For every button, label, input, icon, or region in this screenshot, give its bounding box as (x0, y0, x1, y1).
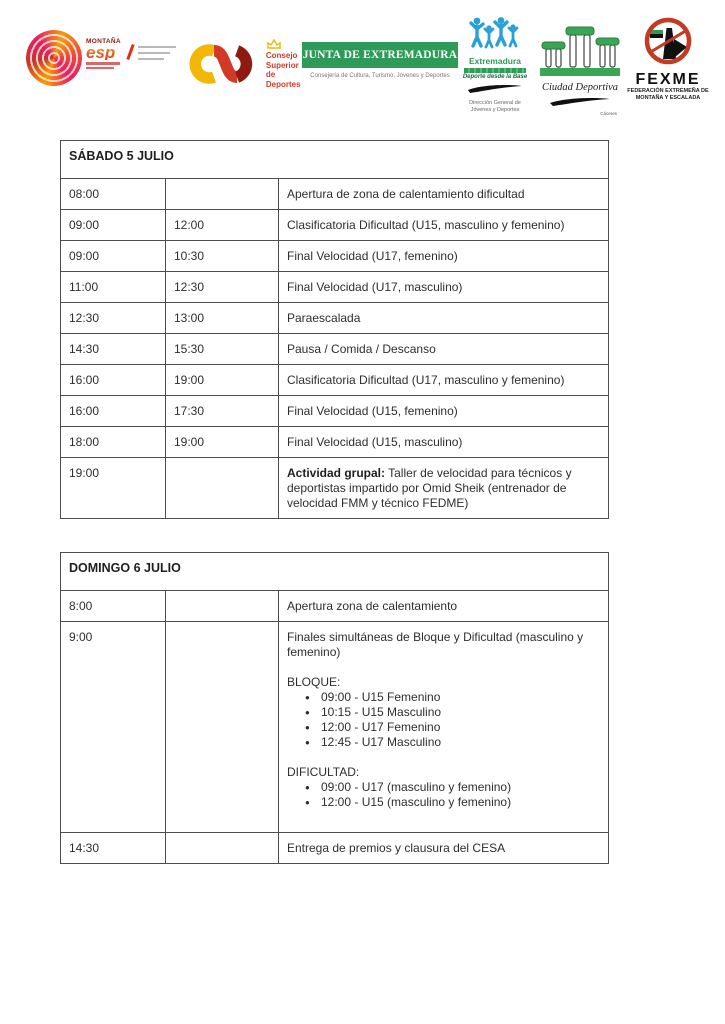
end-time-cell: 17:30 (166, 396, 279, 427)
bullet-text: 10:15 - U15 Masculino (321, 705, 442, 719)
end-time-cell (166, 833, 279, 864)
bullet-icon: ● (305, 783, 310, 792)
table-row (61, 833, 609, 864)
description-line: Finales simultáneas de Bloque y Dificultad (masculino y femenino) (287, 630, 584, 659)
description-line: Clasificatoria Dificultad (U15, masculino y femenino) (287, 218, 565, 232)
logo-montana-esp (26, 30, 176, 92)
fexme-emblem-icon (644, 17, 692, 65)
start-time-cell: 12:30 (61, 303, 166, 334)
bullet-item (287, 720, 600, 735)
description-cell (279, 210, 609, 241)
logo-extremadura-deporte-base (462, 16, 528, 114)
start-time-cell: 16:00 (61, 365, 166, 396)
bullet-item (287, 705, 600, 720)
junta-title-banner: JUNTA DE EXTREMADURA (302, 42, 458, 68)
table-row (61, 365, 609, 396)
description-cell (279, 179, 609, 210)
start-time-cell: 16:00 (61, 396, 166, 427)
end-time-cell: 10:30 (166, 241, 279, 272)
description-cell (279, 303, 609, 334)
end-time-cell: 12:00 (166, 210, 279, 241)
start-time-cell: 14:30 (61, 833, 166, 864)
fexme-subtitle: FEDERACIÓN EXTREMEÑA DE MONTAÑA Y ESCALADA (627, 88, 709, 101)
start-time-cell: 14:30 (61, 334, 166, 365)
spacer (287, 810, 600, 825)
csd-org-line: Consejo (265, 51, 298, 60)
bullet-item (287, 795, 600, 810)
description-line: Actividad grupal: Taller de velocidad para técnicos y deportistas impartido por Omid Sheik (entrenador de velocidad FMM y técnico FEDME) (287, 466, 572, 510)
csd-org-line: Superior (265, 60, 299, 70)
caceres-label: Cáceres (600, 111, 617, 116)
table-title: SÁBADO 5 JULIO (61, 141, 609, 179)
bullet-text: 12:00 - U17 Femenino (321, 720, 441, 734)
bullet-text: 09:00 - U15 Femenino (321, 690, 441, 704)
bullet-item (287, 735, 600, 750)
description-line: Apertura zona de calentamiento (287, 599, 458, 613)
deporte-base-label: Deporte desde la Base (462, 74, 528, 80)
description-line: Pausa / Comida / Descanso (287, 342, 436, 356)
end-time-cell (166, 622, 279, 833)
start-time-cell: 8:00 (61, 591, 166, 622)
description-line: Final Velocidad (U15, femenino) (287, 404, 458, 418)
start-time-cell: 19:00 (61, 458, 166, 519)
bullet-item (287, 780, 600, 795)
start-time-cell: 08:00 (61, 179, 166, 210)
csd-org-line: de Deportes (265, 70, 301, 89)
bullet-item (287, 690, 600, 705)
table-row (61, 622, 609, 833)
end-time-cell (166, 458, 279, 519)
family-figures-icon (467, 16, 523, 50)
table-row (61, 303, 609, 334)
description-line: Final Velocidad (U17, masculino) (287, 280, 463, 294)
montana-label: MONTAÑA (86, 38, 121, 45)
brush-swoosh-icon (549, 97, 611, 106)
bullet-text: 09:00 - U17 (masculino y femenino) (321, 780, 512, 794)
bullet-icon: ● (305, 798, 310, 807)
description-cell (279, 241, 609, 272)
table-row (61, 272, 609, 303)
schedule-table-saturday (60, 140, 609, 519)
brush-swoosh-icon (467, 84, 523, 93)
end-time-cell (166, 591, 279, 622)
green-bar (464, 68, 526, 73)
description-cell (279, 396, 609, 427)
description-cell (279, 622, 609, 833)
crown-icon (266, 39, 282, 49)
spacer (287, 660, 600, 675)
description-line: Paraescalada (287, 311, 361, 325)
description-line: Entrega de premios y clausura del CESA (287, 841, 506, 855)
description-cell (279, 427, 609, 458)
table-row (61, 458, 609, 519)
table-row (61, 591, 609, 622)
end-time-cell: 12:30 (166, 272, 279, 303)
extremadura-label: Extremadura (469, 56, 521, 66)
table-row (61, 427, 609, 458)
spacer (287, 750, 600, 765)
description-line: BLOQUE: (287, 675, 341, 689)
end-time-cell: 15:30 (166, 334, 279, 365)
description-line: Final Velocidad (U15, masculino) (287, 435, 463, 449)
table-row (61, 179, 609, 210)
fexme-label: FEXME (635, 71, 701, 88)
table-header-row (61, 141, 609, 179)
logo-junta-extremadura (302, 42, 458, 79)
start-time-cell: 9:00 (61, 622, 166, 833)
arches-icon (538, 22, 622, 76)
montana-esp-wordmark (86, 38, 125, 69)
description-cell (279, 334, 609, 365)
bullet-icon: ● (305, 693, 310, 702)
description-line: DIFICULTAD: (287, 765, 360, 779)
end-time-cell: 19:00 (166, 365, 279, 396)
bullet-icon: ● (305, 708, 310, 717)
logo-strip (0, 0, 725, 125)
description-line: Clasificatoria Dificultad (U17, masculino y femenino) (287, 373, 565, 387)
description-cell (279, 365, 609, 396)
ciudad-deportiva-label: Ciudad Deportiva (541, 82, 619, 93)
table-row (61, 334, 609, 365)
end-time-cell: 19:00 (166, 427, 279, 458)
logo-fexme (627, 17, 709, 102)
table-row (61, 396, 609, 427)
direccion-general-label: Dirección General de Jóvenes y Deportes (469, 100, 521, 113)
bullet-text: 12:00 - U15 (masculino y femenino) (321, 795, 512, 809)
description-cell (279, 833, 609, 864)
montana-fineprint-lines (86, 62, 125, 69)
junta-subtitle: Consejería de Cultura, Turismo, Jóvenes y Deportes (310, 73, 450, 79)
description-line: Apertura de zona de calentamiento dificultad (287, 187, 525, 201)
bullet-text: 12:45 - U17 Masculino (321, 735, 442, 749)
bold-label: Actividad grupal: (287, 466, 386, 480)
csd-monogram-icon (186, 37, 262, 91)
description-line: Final Velocidad (U17, femenino) (287, 249, 458, 263)
schedule-table-sunday (60, 552, 609, 864)
fedme-fingerprint-emblem-icon (26, 30, 82, 86)
logo-ciudad-deportiva (537, 22, 623, 116)
table-row (61, 241, 609, 272)
csd-wordmark (266, 39, 304, 89)
bullet-icon: ● (305, 723, 310, 732)
description-cell (279, 458, 609, 519)
end-time-cell: 13:00 (166, 303, 279, 334)
slash-icon (126, 44, 134, 60)
start-time-cell: 18:00 (61, 427, 166, 458)
table-header-row (61, 553, 609, 591)
contact-fineprint-lines (138, 42, 176, 60)
bullet-icon: ● (305, 738, 310, 747)
esp-label: esp (86, 45, 125, 60)
table-title: DOMINGO 6 JULIO (61, 553, 609, 591)
logo-csd (186, 32, 304, 96)
start-time-cell: 11:00 (61, 272, 166, 303)
table-row (61, 210, 609, 241)
end-time-cell (166, 179, 279, 210)
description-cell (279, 591, 609, 622)
start-time-cell: 09:00 (61, 210, 166, 241)
start-time-cell: 09:00 (61, 241, 166, 272)
description-cell (279, 272, 609, 303)
